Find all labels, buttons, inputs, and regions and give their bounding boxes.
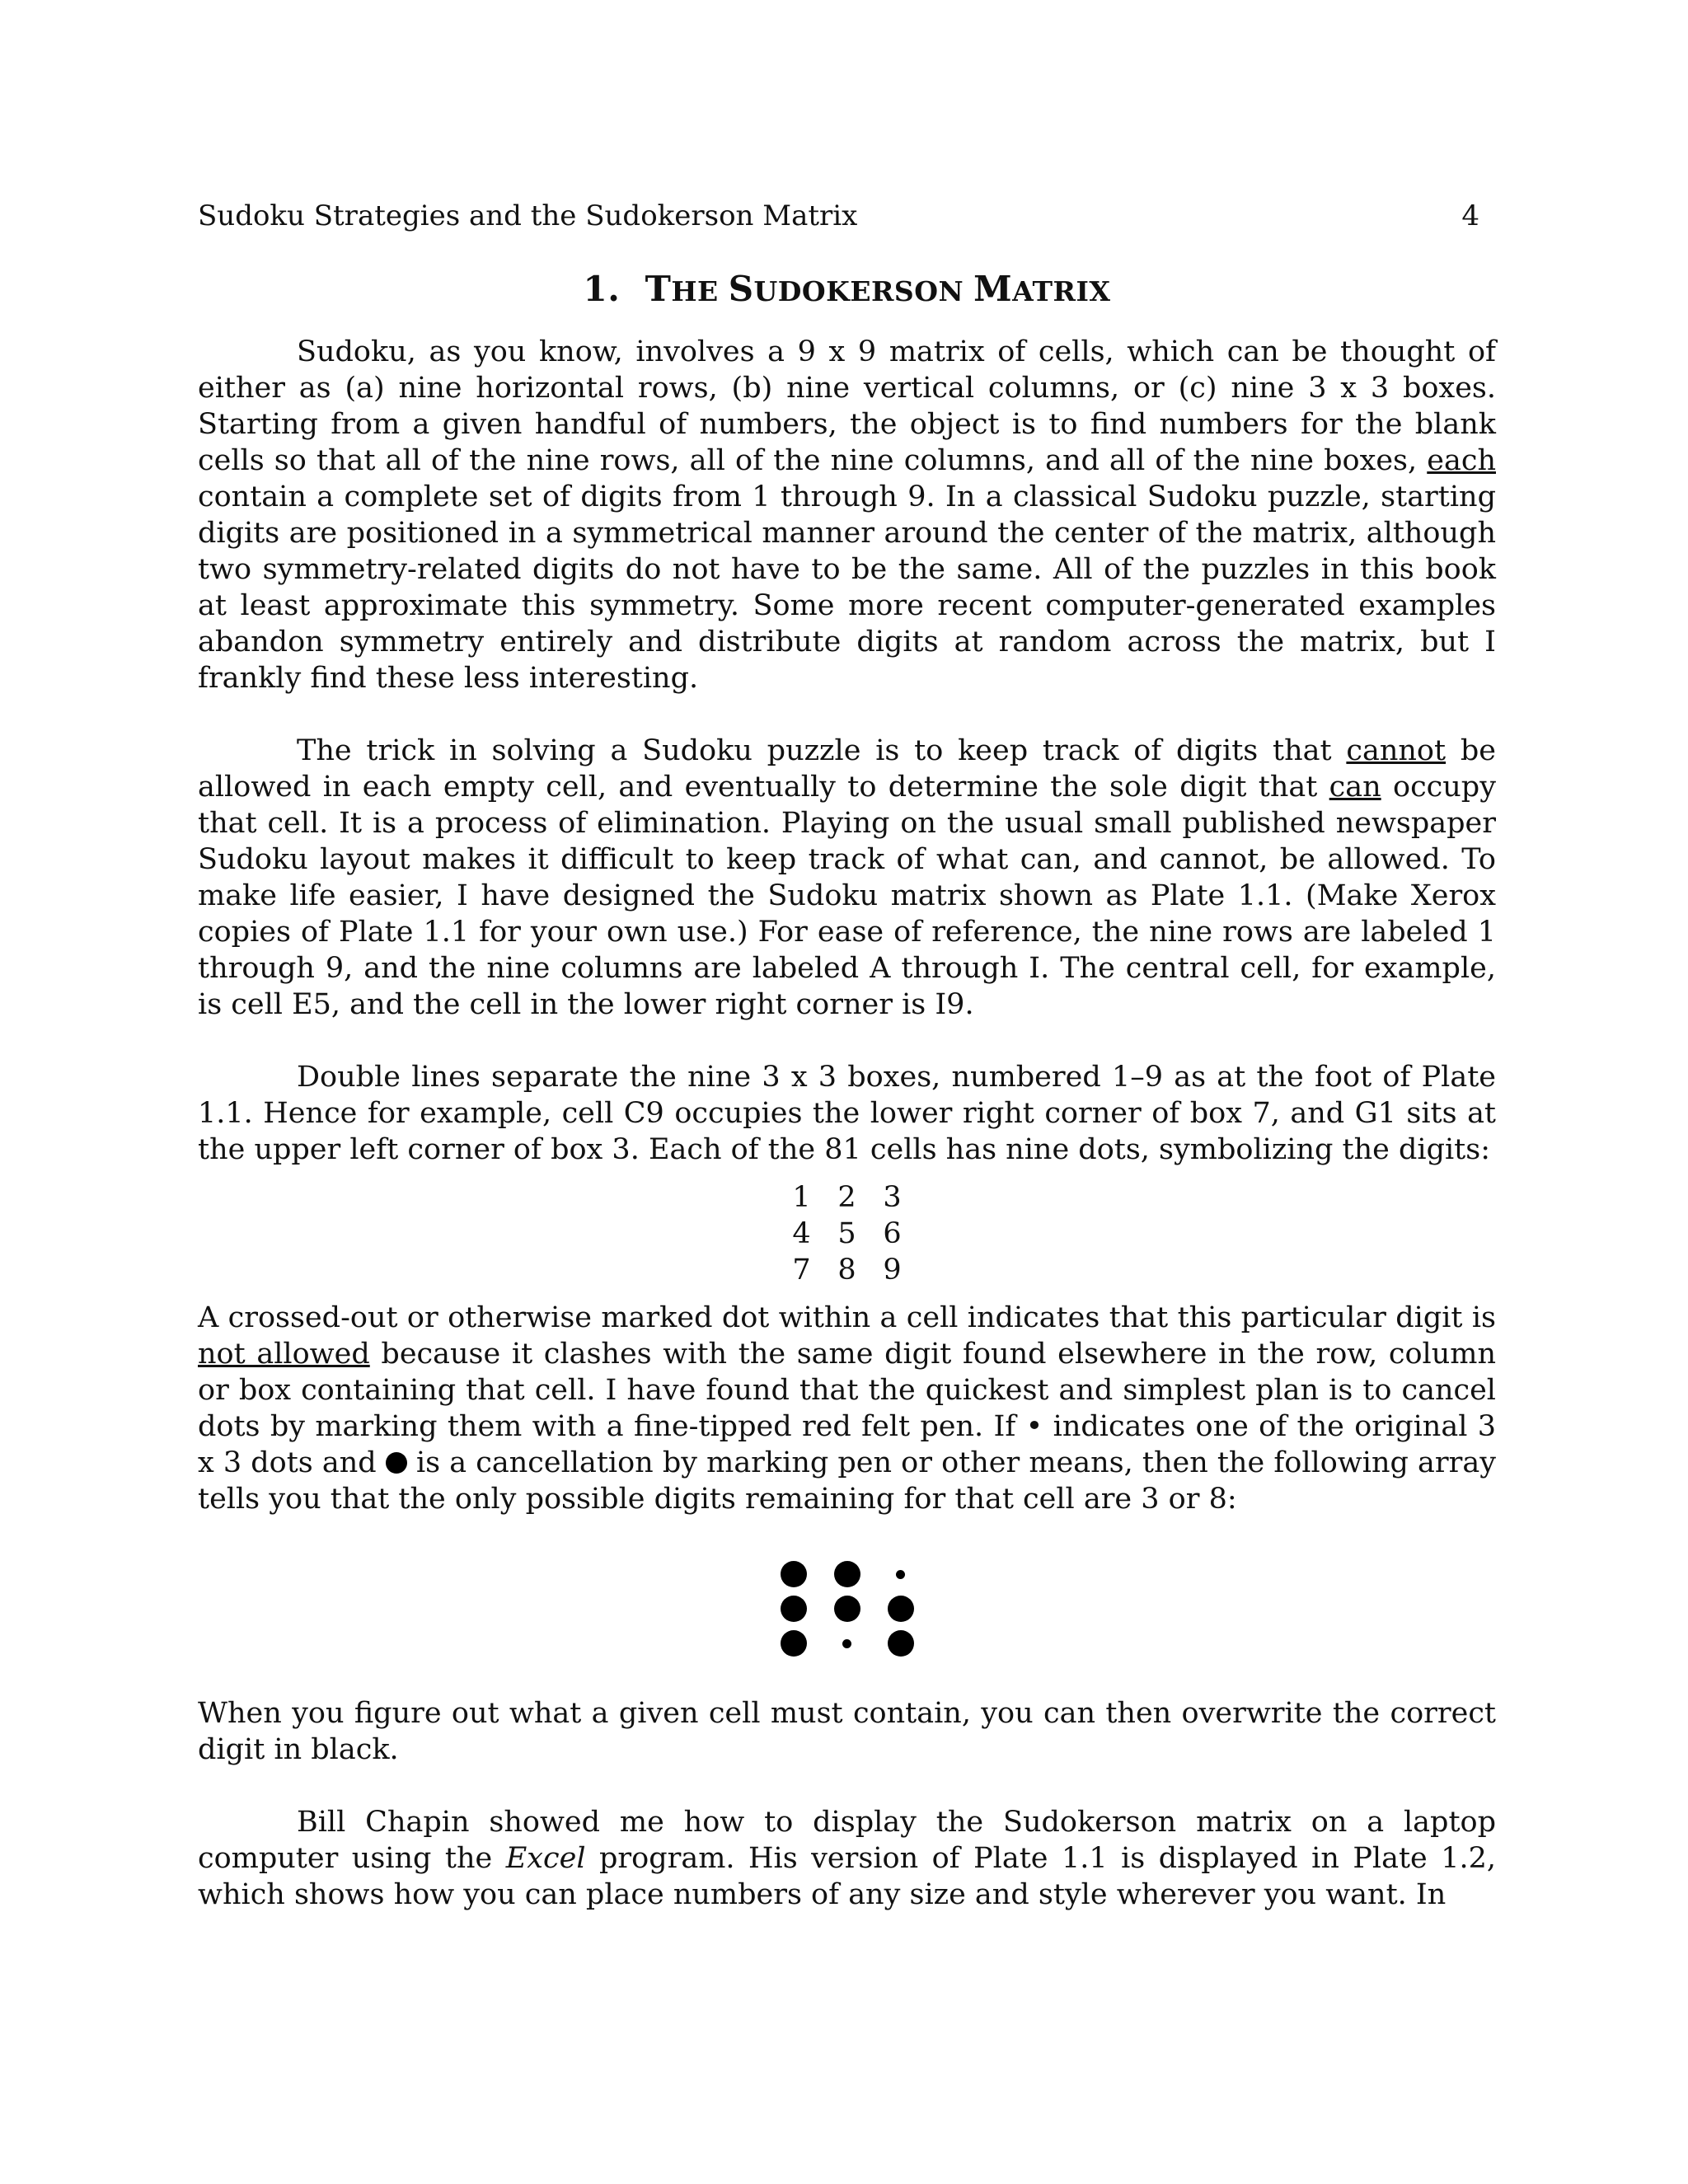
p6-text-a: Bill Chapin showed me how to display the Sudokerson matrix on a laptop computer using the xyxy=(198,1806,1496,1875)
chapter-number: 1. xyxy=(583,269,621,309)
open-dot-icon xyxy=(896,1570,905,1579)
dot-array-cell xyxy=(777,1626,810,1661)
digit-cell: 4 xyxy=(792,1217,811,1250)
paragraph-cancellation xyxy=(198,1300,1496,1517)
digit-cell: 7 xyxy=(792,1254,811,1286)
p2-underlined-can: can xyxy=(1329,771,1381,804)
cancelled-dot-icon xyxy=(888,1630,914,1657)
digit-cell: 1 xyxy=(792,1181,811,1214)
p2-text-b: be allowed in each empty cell, and eventually to determine the sole digit that xyxy=(198,734,1496,804)
digit-grid-row xyxy=(785,1216,909,1252)
paragraph-trick xyxy=(198,733,1496,1023)
p2-text-a: The trick in solving a Sudoku puzzle is to keep track of digits that xyxy=(297,734,1347,767)
digit-cell: 6 xyxy=(883,1217,902,1250)
chapter-title-s: S xyxy=(728,269,754,309)
p4-text-c: is a cancellation by marking pen or other means, then the following array tells you that the only possible digits remaining for that cell are 3 or 8: xyxy=(198,1446,1496,1516)
cancelled-dot-icon xyxy=(834,1596,860,1622)
digit-grid xyxy=(785,1179,909,1288)
p1-text-b: contain a complete set of digits from 1 through 9. In a classical Sudoku puzzle, starting digits are positioned in a symmetrical manner around the center of the matrix, although two symmetry-related digits do not have to be the same. All of the puzzles in this book at least approximate this symmetry. Some more recent computer-generated examples abandon symmetry entirely and distribute digits at random across the matrix, but I frankly find these less interesting. xyxy=(198,480,1496,695)
p1-underlined-each: each xyxy=(1427,444,1496,477)
dot-array-cell xyxy=(884,1557,917,1591)
p1-text-a: Sudoku, as you know, involves a 9 x 9 matrix of cells, which can be thought of either as (a) nine horizontal rows, (b) nine vertical columns, or (c) nine 3 x 3 boxes. Starting from a given handful of numbers, the object is to find numbers for the blank cells so that all of the nine rows, all of the nine columns, and all of the nine boxes, xyxy=(198,335,1496,477)
p4-text-a: A crossed-out or otherwise marked dot within a cell indicates that this particular digit is xyxy=(198,1301,1496,1334)
paragraph-intro xyxy=(198,334,1496,696)
chapter-title-m: M xyxy=(973,269,1013,309)
chapter-title-udokerson: UDOKERSON xyxy=(753,275,974,307)
dot-array-cell xyxy=(884,1591,917,1626)
p4-underlined-not-allowed: not allowed xyxy=(198,1338,370,1371)
p4-text-b: because it clashes with the same digit found elsewhere in the row, column or box containing that cell. I have found that the quickest and simplest plan is to cancel dots by marking them with a fine-tipped red felt pen. If • indicates one of the original 3 x 3 dots and xyxy=(198,1338,1496,1479)
dot-array-row xyxy=(777,1557,917,1591)
digit-cell: 5 xyxy=(837,1217,856,1250)
p2-text-c: occupy that cell. It is a process of elimination. Playing on the usual small published newspaper Sudoku layout makes it difficult to keep track of what can, and cannot, be allowed. To make life easier, I have designed the Sudoku matrix shown as Plate 1.1. (Make Xerox copies of Plate 1.1 for your own use.) For ease of reference, the nine rows are labeled 1 through 9, and the nine columns are labeled A through I. The central cell, for example, is cell E5, and the cell in the lower right corner is I9. xyxy=(198,771,1496,1021)
chapter-title xyxy=(198,269,1496,309)
open-dot-icon xyxy=(842,1639,851,1648)
running-header xyxy=(198,198,1496,234)
p2-underlined-cannot: cannot xyxy=(1346,734,1447,767)
cancelled-dot-icon xyxy=(781,1561,807,1587)
page xyxy=(198,198,1496,1913)
digit-grid-row xyxy=(785,1252,909,1288)
dot-array-example xyxy=(777,1557,917,1661)
digit-grid-row xyxy=(785,1179,909,1216)
chapter-title-t: T xyxy=(645,269,672,309)
dot-array-cell xyxy=(777,1591,810,1626)
digit-cell: 8 xyxy=(837,1254,856,1286)
dot-array-cell xyxy=(831,1591,864,1626)
large-dot-icon xyxy=(386,1452,407,1474)
dot-array-row xyxy=(777,1626,917,1661)
dot-array-cell xyxy=(831,1557,864,1591)
p6-text-b: program. His version of Plate 1.1 is displayed in Plate 1.2, which shows how you can place numbers of any size and style wherever you want. In xyxy=(198,1842,1497,1911)
cancelled-dot-icon xyxy=(781,1596,807,1622)
dot-array-cell xyxy=(831,1626,864,1661)
digit-cell: 3 xyxy=(883,1181,902,1214)
paragraph-excel xyxy=(198,1804,1496,1913)
dot-array-row xyxy=(777,1591,917,1626)
page-number: 4 xyxy=(1461,199,1479,232)
digit-cell: 2 xyxy=(837,1181,856,1214)
digit-cell: 9 xyxy=(883,1254,902,1286)
cancelled-dot-icon xyxy=(834,1561,860,1587)
dot-array-cell xyxy=(777,1557,810,1591)
running-header-title: Sudoku Strategies and the Sudokerson Matrix xyxy=(198,199,858,232)
paragraph-boxes: Double lines separate the nine 3 x 3 boxes, numbered 1–9 as at the foot of Plate 1.1. Hence for example, cell C9 occupies the lower right corner of box 7, and G1 sits at the upper left corner of box 3. Each of the 81 cells has nine dots, symbolizing the digits: xyxy=(198,1061,1496,1166)
chapter-title-he: HE xyxy=(671,275,729,307)
paragraph-overwrite: When you figure out what a given cell must contain, you can then overwrite the correct digit in black. xyxy=(198,1697,1496,1766)
p6-excel: Excel xyxy=(505,1842,586,1875)
cancelled-dot-icon xyxy=(888,1596,914,1622)
cancelled-dot-icon xyxy=(781,1630,807,1657)
dot-array-cell xyxy=(884,1626,917,1661)
chapter-title-atrix: ATRIX xyxy=(1012,275,1111,307)
